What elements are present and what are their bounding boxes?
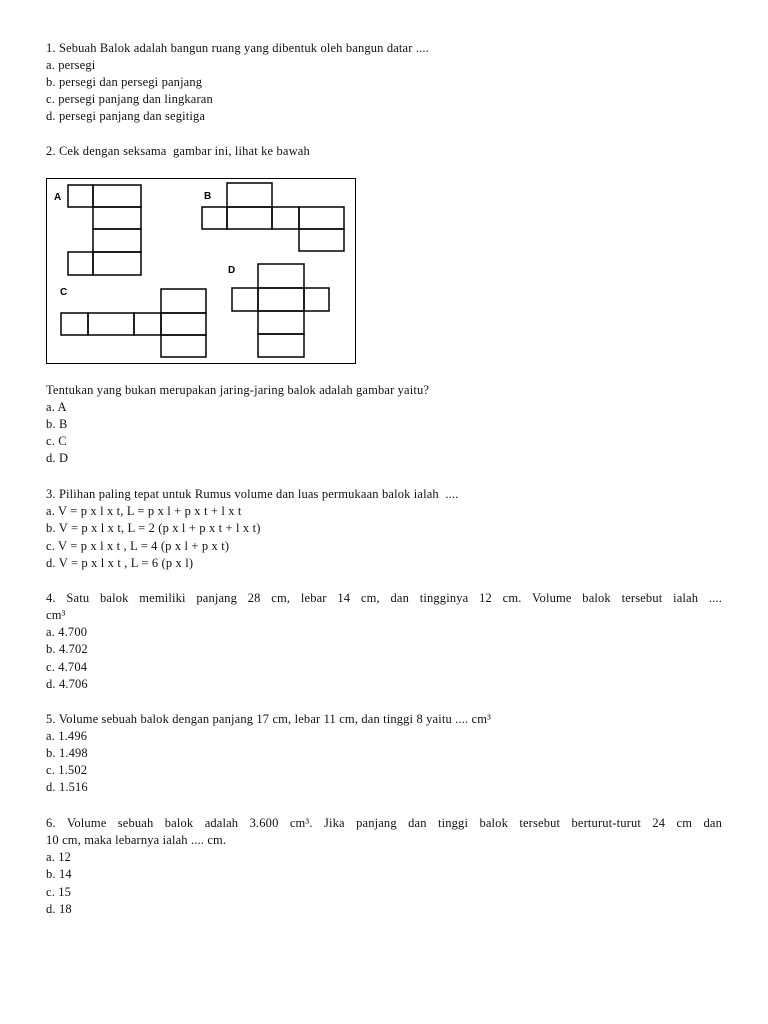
q2-prompt: Tentukan yang bukan merupakan jaring-jaring balok adalah gambar yaitu? [46,383,430,397]
q4-question-line1: 4. Satu balok memiliki panjang 28 cm, lebar 14 cm, dan tingginya 12 cm. Volume balok tersebut ialah .... [46,591,722,605]
q1-option-b: b. persegi dan persegi panjang [46,75,203,89]
q3-option-c: c. V = p x l x t , L = 4 (p x l + p x t) [46,539,230,553]
q5-option-c: c. 1.502 [46,763,88,777]
q1-question: 1. Sebuah Balok adalah bangun ruang yang dibentuk oleh bangun datar .... [46,41,429,55]
label-a: A [54,192,62,203]
q4-question-line2: cm³ [46,608,66,622]
q6-option-b: b. 14 [46,867,72,881]
nets-figure [46,178,356,364]
q3-question: 3. Pilihan paling tepat untuk Rumus volume dan luas permukaan balok ialah .... [46,487,459,501]
q4-option-c: c. 4.704 [46,660,88,674]
net-d [232,264,329,357]
q5-option-b: b. 1.498 [46,746,88,760]
q3-option-a: a. V = p x l x t, L = p x l + p x t + l x t [46,504,242,518]
q2-option-a: a. A [46,400,67,414]
q2-option-c: c. C [46,434,67,448]
q6-option-d: d. 18 [46,902,72,916]
label-c: C [60,287,68,298]
q6-option-c: c. 15 [46,885,72,899]
net-b [202,183,344,251]
q1-option-c: c. persegi panjang dan lingkaran [46,92,213,106]
q5-option-a: a. 1.496 [46,729,88,743]
q4-option-a: a. 4.700 [46,625,88,639]
q3-option-d: d. V = p x l x t , L = 6 (p x l) [46,556,194,570]
q2-option-d: d. D [46,451,69,465]
q2-question: 2. Cek dengan seksama gambar ini, lihat ke bawah [46,144,310,158]
q4-option-d: d. 4.706 [46,677,88,691]
q6-question-line2: 10 cm, maka lebarnya ialah .... cm. [46,833,227,847]
q2-option-b: b. B [46,417,68,431]
q6-option-a: a. 12 [46,850,72,864]
net-c [61,289,206,357]
nets-diagram [47,179,357,365]
label-b: B [204,191,212,202]
q5-question: 5. Volume sebuah balok dengan panjang 17 cm, lebar 11 cm, dan tinggi 8 yaitu .... cm³ [46,712,491,726]
net-a [68,185,141,275]
q4-option-b: b. 4.702 [46,642,88,656]
q1-option-d: d. persegi panjang dan segitiga [46,109,206,123]
q5-option-d: d. 1.516 [46,780,88,794]
label-d: D [228,265,236,276]
q3-option-b: b. V = p x l x t, L = 2 (p x l + p x t + l x t) [46,521,261,535]
q1-option-a: a. persegi [46,58,96,72]
q6-question-line1: 6. Volume sebuah balok adalah 3.600 cm³. Jika panjang dan tinggi balok tersebut berturut-turut 24 cm dan [46,816,722,830]
